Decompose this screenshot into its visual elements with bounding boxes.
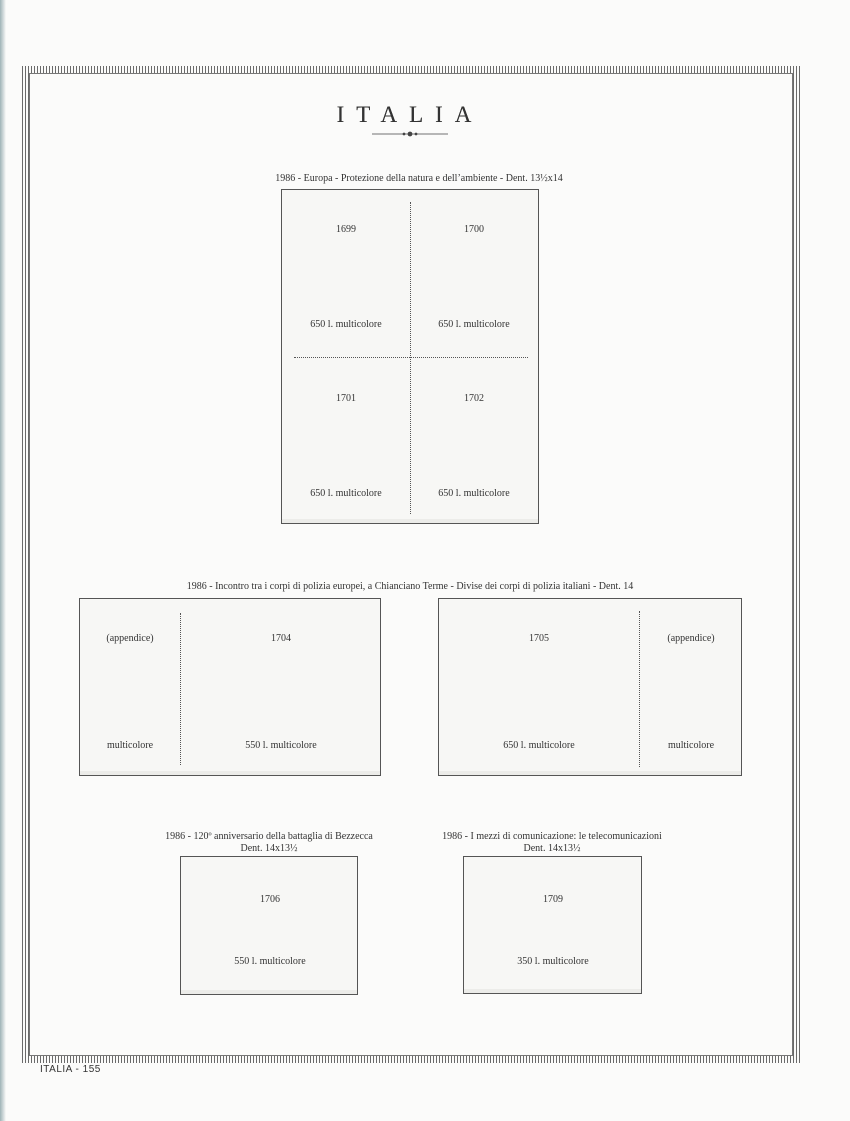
stamp-box-1706 — [180, 856, 358, 995]
section3-caption — [150, 831, 388, 855]
stamp-value-1702: 650 l. multicolore — [438, 488, 510, 499]
stamp-number-1704: 1704 — [271, 633, 291, 644]
stamp-value-1705: 650 l. multicolore — [503, 740, 575, 751]
stamp-box-1704 — [79, 598, 381, 776]
perforation-vertical — [180, 613, 181, 765]
page-edge-shadow — [0, 0, 6, 1121]
section4-caption-line2: Dent. 14x13½ — [523, 843, 581, 854]
stamp-value-1699: 650 l. multicolore — [310, 319, 382, 330]
page-title: ITALIA — [336, 102, 484, 127]
section3-caption-line2: Dent. 14x13½ — [240, 843, 298, 854]
page-footer: ITALIA - 155 — [40, 1064, 101, 1075]
section3-caption-line1: 1986 - 120º anniversario della battaglia di Bezzecca — [165, 831, 373, 842]
tab-label-right: (appendice) — [667, 633, 715, 644]
stamp-value-1709: 350 l. multicolore — [517, 956, 589, 967]
stamp-number-1709: 1709 — [543, 894, 563, 905]
section2-caption: 1986 - Incontro tra i corpi di polizia europei, a Chianciano Terme - Divise dei corpi di polizia italiani - Dent. 14 — [186, 581, 634, 592]
tab-value-left: multicolore — [106, 740, 154, 751]
stamp-block-europa — [281, 189, 539, 524]
tab-label-left: (appendice) — [106, 633, 154, 644]
stamp-number-1700: 1700 — [464, 224, 484, 235]
section4-caption — [428, 831, 676, 855]
stamp-number-1699: 1699 — [336, 224, 356, 235]
section4-caption-line1: 1986 - I mezzi di comunicazione: le telecomunicazioni — [442, 831, 662, 842]
section1-caption: 1986 - Europa - Protezione della natura e dell’ambiente - Dent. 13½x14 — [275, 173, 563, 184]
perforation-vertical — [639, 611, 640, 767]
stamp-number-1705: 1705 — [529, 633, 549, 644]
perforation-vertical — [410, 202, 411, 514]
stamp-box-1705 — [438, 598, 742, 776]
stamp-value-1700: 650 l. multicolore — [438, 319, 510, 330]
stamp-box-1709 — [463, 856, 642, 994]
title-ornament-icon — [372, 131, 448, 137]
stamp-number-1701: 1701 — [336, 393, 356, 404]
stamp-value-1701: 650 l. multicolore — [310, 488, 382, 499]
perforation-horizontal — [294, 357, 528, 358]
stamp-value-1706: 550 l. multicolore — [234, 956, 306, 967]
stamp-value-1704: 550 l. multicolore — [245, 740, 317, 751]
tab-value-right: multicolore — [667, 740, 715, 751]
stamp-number-1702: 1702 — [464, 393, 484, 404]
stamp-number-1706: 1706 — [260, 894, 280, 905]
